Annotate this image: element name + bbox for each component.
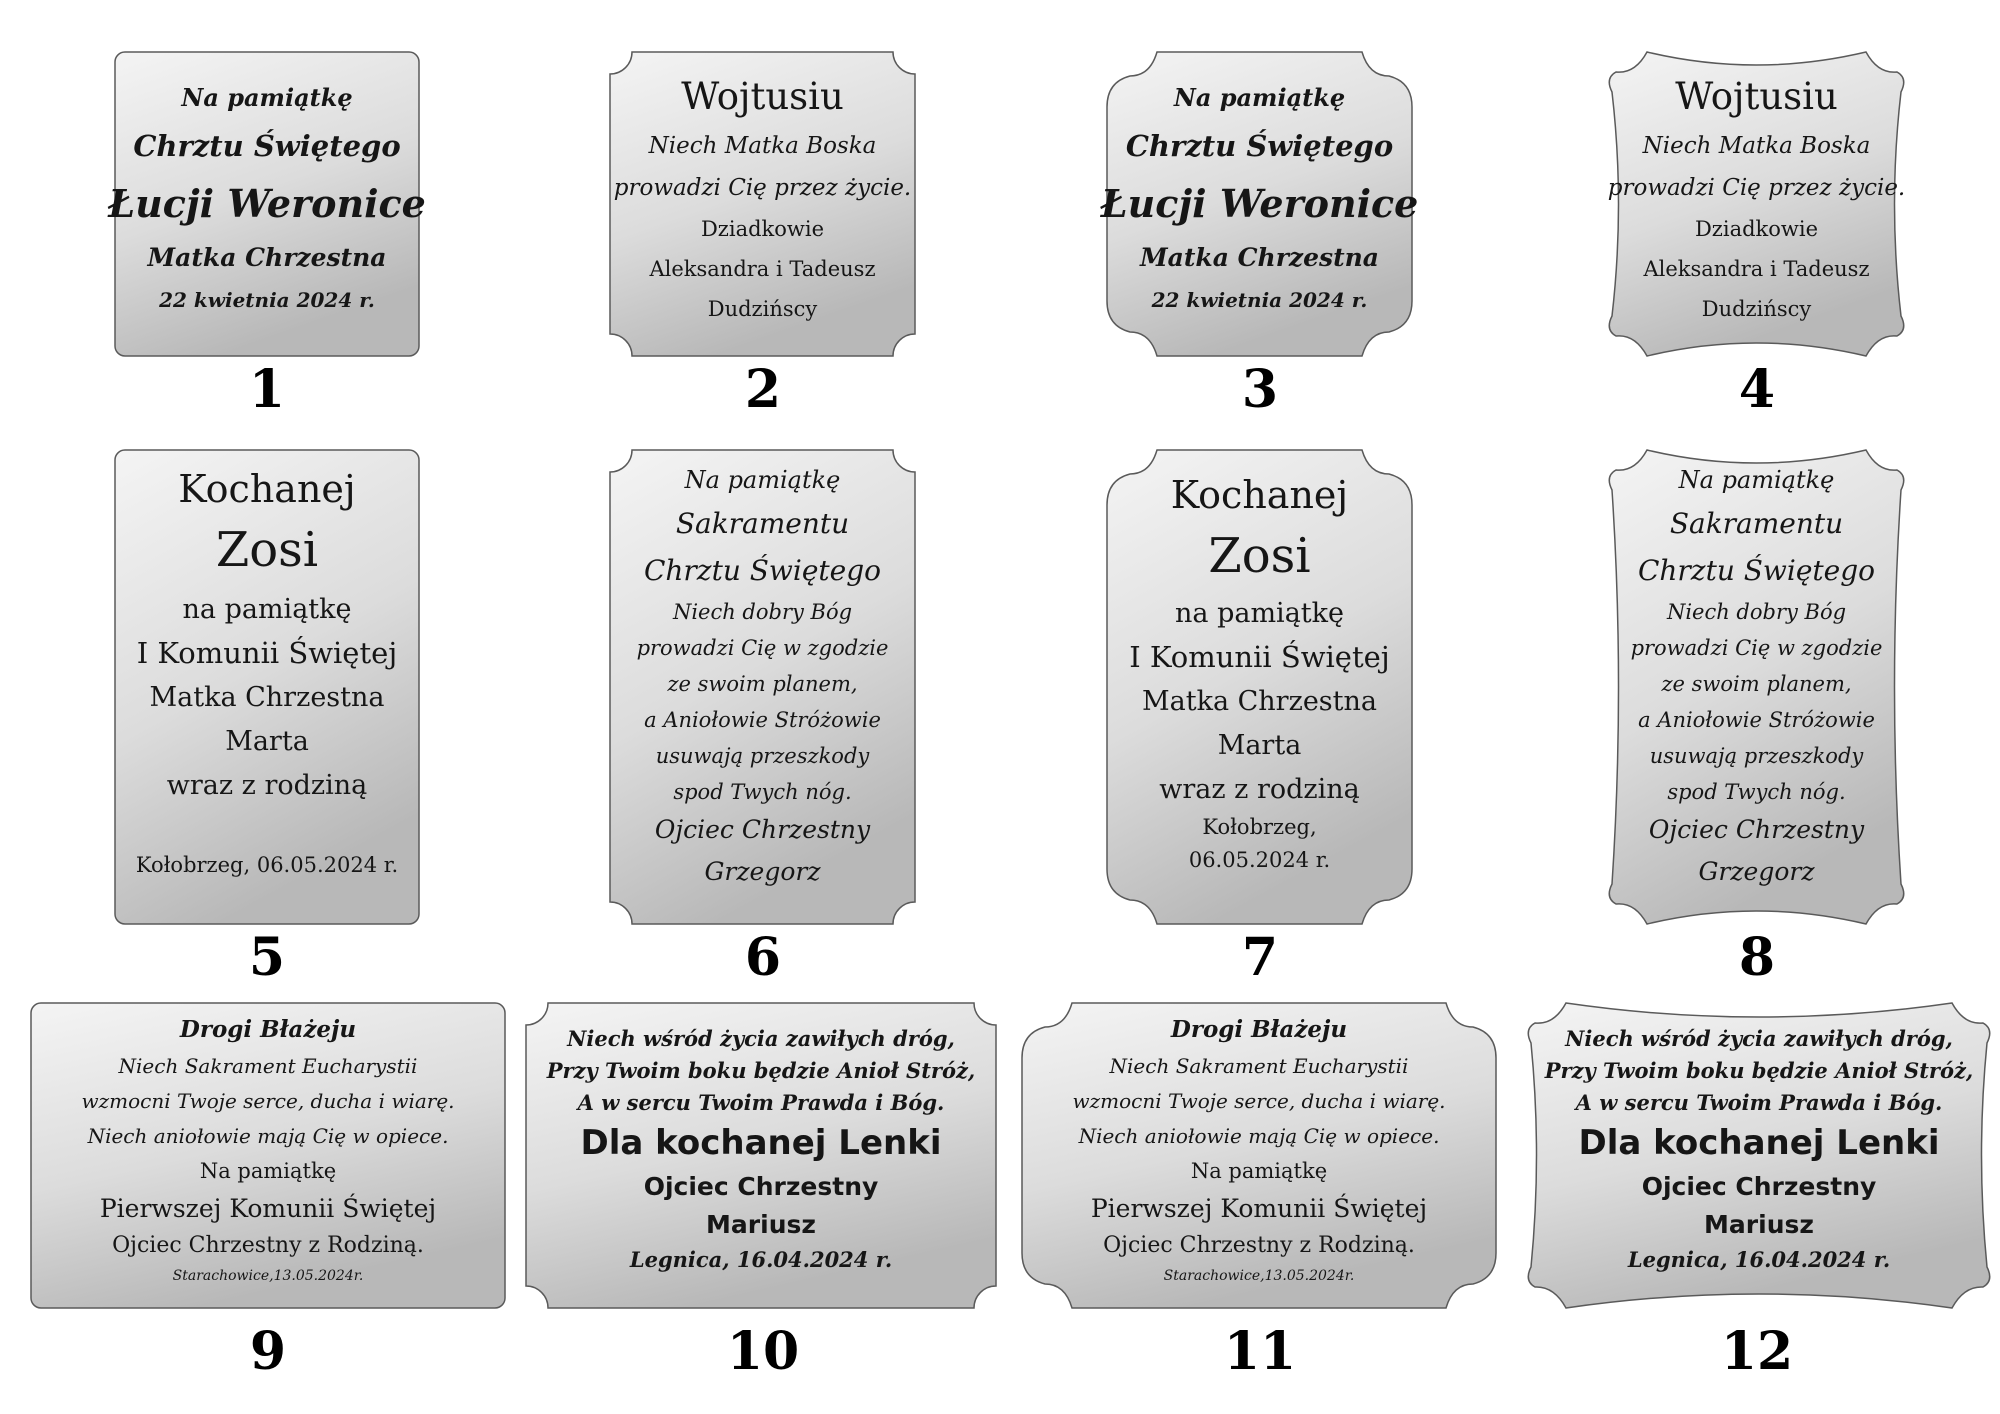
plate-11-line-8: Starachowice,13.05.2024r. — [1163, 1268, 1355, 1284]
plate-7-line-7: wraz z rodziną — [1159, 774, 1360, 805]
plate-7-line-6: Marta — [1217, 730, 1302, 761]
plate-5-line-2: Zosi — [215, 522, 319, 578]
plate-11-number: 11 — [1223, 1321, 1297, 1382]
plate-7-line-1: Kochanej — [1170, 473, 1349, 517]
plate-4 — [1605, 52, 1908, 356]
plate-9-line-7: Ojciec Chrzestny z Rodziną. — [112, 1233, 424, 1258]
plate-6-line-3: Chrztu Świętego — [643, 554, 882, 587]
plate-8-line-9: spod Twych nóg. — [1667, 780, 1846, 804]
plate-3-line-5: 22 kwietnia 2024 r. — [1151, 288, 1368, 312]
plate-9-line-5: Na pamiątkę — [199, 1159, 337, 1183]
plate-8-line-2: Sakramentu — [1669, 507, 1844, 540]
plate-5-line-1: Kochanej — [178, 467, 356, 511]
plate-6-line-10: Ojciec Chrzestny — [654, 815, 871, 844]
plate-6-number: 6 — [744, 927, 782, 988]
plate-8-line-5: prowadzi Cię w zgodzie — [1630, 636, 1883, 660]
plate-2-line-3: prowadzi Cię przez życie. — [613, 175, 912, 201]
plate-4-line-5: Aleksandra i Tadeusz — [1643, 257, 1870, 281]
plate-8-line-1: Na pamiątkę — [1678, 466, 1835, 494]
plate-6-line-8: usuwają przeszkody — [655, 744, 870, 768]
plate-6-line-1: Na pamiątkę — [684, 466, 841, 494]
plate-11-line-7: Ojciec Chrzestny z Rodziną. — [1103, 1233, 1415, 1258]
plate-4-line-2: Niech Matka Boska — [1642, 133, 1871, 159]
plate-2-line-4: Dziadkowie — [700, 217, 825, 241]
plate-7-number: 7 — [1241, 927, 1279, 988]
plate-10-line-1: Niech wśród życia zawiłych dróg, — [567, 1026, 955, 1051]
plate-7-line-4: I Komunii Świętej — [1129, 640, 1390, 674]
plate-5-line-4: I Komunii Świętej — [136, 636, 398, 670]
plate-7-line-9: 06.05.2024 r. — [1188, 848, 1331, 872]
plate-9-line-1: Drogi Błażeju — [179, 1016, 357, 1043]
plate-8-line-6: ze swoim planem, — [1661, 672, 1852, 696]
plate-8 — [1605, 450, 1908, 924]
plate-7-line-3: na pamiątkę — [1175, 598, 1344, 629]
plate-11-line-6: Pierwszej Komunii Świętej — [1090, 1194, 1428, 1223]
plate-10-line-4: Dla kochanej Lenki — [580, 1123, 942, 1163]
plate-11-line-4: Niech aniołowie mają Cię w opiece. — [1078, 1124, 1440, 1148]
plate-6 — [610, 450, 915, 924]
plate-1-line-5: 22 kwietnia 2024 r. — [159, 288, 375, 312]
plate-3-line-1: Na pamiątkę — [1173, 83, 1346, 112]
plate-3-line-3: Łucji Weronice — [1100, 181, 1419, 226]
plate-12-line-7: Legnica, 16.04.2024 r. — [1627, 1247, 1891, 1272]
plate-3-line-4: Matka Chrzestna — [1140, 243, 1379, 272]
plate-7-line-5: Matka Chrzestna — [1142, 686, 1377, 717]
plate-11-line-2: Niech Sakrament Eucharystii — [1109, 1054, 1409, 1078]
plate-5-line-7: wraz z rodziną — [166, 770, 368, 801]
plate-10-number: 10 — [726, 1321, 800, 1382]
plate-12-number: 12 — [1720, 1321, 1794, 1382]
plate-6-line-5: prowadzi Cię w zgodzie — [636, 636, 889, 660]
plate-8-line-4: Niech dobry Bóg — [1666, 600, 1847, 624]
plate-12-line-3: A w sercu Twoim Prawda i Bóg. — [1575, 1090, 1943, 1115]
plate-2-line-5: Aleksandra i Tadeusz — [649, 257, 876, 281]
plate-8-line-10: Ojciec Chrzestny — [1648, 815, 1865, 844]
plate-5-line-6: Marta — [225, 726, 309, 757]
plate-11-line-1: Drogi Błażeju — [1170, 1016, 1348, 1043]
plate-12-line-6: Mariusz — [1704, 1210, 1814, 1239]
plate-2-line-6: Dudzińscy — [707, 297, 818, 321]
plate-4-line-3: prowadzi Cię przez życie. — [1607, 175, 1906, 201]
plate-10-line-5: Ojciec Chrzestny — [643, 1172, 879, 1201]
plate-6-line-7: a Aniołowie Stróżowie — [644, 708, 881, 732]
plate-6-line-6: ze swoim planem, — [667, 672, 858, 696]
plate-10-line-7: Legnica, 16.04.2024 r. — [629, 1247, 893, 1272]
plate-12-line-1: Niech wśród życia zawiłych dróg, — [1565, 1026, 1953, 1051]
plate-7-line-2: Zosi — [1208, 528, 1311, 584]
plate-4-number: 4 — [1738, 359, 1776, 420]
plate-6-line-9: spod Twych nóg. — [673, 780, 852, 804]
plate-1-line-3: Łucji Weronice — [108, 181, 426, 226]
plate-12 — [1524, 1003, 1994, 1308]
plate-5-line-3: na pamiątkę — [182, 594, 352, 625]
plate-8-line-7: a Aniołowie Stróżowie — [1638, 708, 1875, 732]
plate-1 — [108, 52, 426, 356]
plate-8-line-3: Chrztu Świętego — [1637, 554, 1876, 587]
plate-11-line-3: wzmocni Twoje serce, ducha i wiarę. — [1072, 1089, 1446, 1113]
plate-10-line-3: A w sercu Twoim Prawda i Bóg. — [577, 1090, 945, 1115]
plate-9-number: 9 — [249, 1321, 287, 1382]
plate-7-line-8: Kołobrzeg, — [1202, 815, 1317, 839]
plate-1-line-4: Matka Chrzestna — [147, 243, 387, 272]
plate-5-line-5: Matka Chrzestna — [149, 682, 385, 713]
plate-3-line-2: Chrztu Świętego — [1125, 129, 1394, 163]
plate-10-line-6: Mariusz — [706, 1210, 816, 1239]
plate-1-number: 1 — [248, 359, 286, 420]
plate-5-number: 5 — [248, 927, 286, 988]
plate-4-line-6: Dudzińscy — [1701, 297, 1812, 321]
plate-6-line-4: Niech dobry Bóg — [672, 600, 853, 624]
plate-5-line-8: Kołobrzeg, 06.05.2024 r. — [135, 853, 399, 877]
plate-12-line-5: Ojciec Chrzestny — [1641, 1172, 1877, 1201]
plate-2-line-2: Niech Matka Boska — [648, 133, 877, 159]
plate-9-line-3: wzmocni Twoje serce, ducha i wiarę. — [81, 1089, 455, 1113]
plate-3 — [1100, 52, 1419, 356]
plate-9-line-8: Starachowice,13.05.2024r. — [172, 1268, 364, 1284]
plate-6-line-11: Grzegorz — [704, 857, 821, 886]
plate-2-line-1: Wojtusiu — [681, 75, 844, 118]
plate-12-line-2: Przy Twoim boku będzie Anioł Stróż, — [1544, 1058, 1974, 1083]
plate-8-line-11: Grzegorz — [1698, 857, 1815, 886]
plate-7 — [1107, 450, 1412, 924]
plate-9 — [31, 1003, 505, 1308]
plate-1-line-2: Chrztu Świętego — [133, 129, 401, 163]
plate-12-line-4: Dla kochanej Lenki — [1578, 1123, 1940, 1163]
plate-4-line-1: Wojtusiu — [1675, 75, 1838, 118]
plate-8-line-8: usuwają przeszkody — [1649, 744, 1864, 768]
plate-10 — [526, 1003, 996, 1308]
plate-3-number: 3 — [1241, 359, 1279, 420]
plate-10-line-2: Przy Twoim boku będzie Anioł Stróż, — [546, 1058, 976, 1083]
plate-5 — [115, 450, 419, 924]
plate-9-line-2: Niech Sakrament Eucharystii — [118, 1054, 418, 1078]
plate-6-line-2: Sakramentu — [675, 507, 850, 540]
plate-4-line-4: Dziadkowie — [1694, 217, 1819, 241]
plate-8-number: 8 — [1738, 927, 1776, 988]
plate-2 — [610, 52, 915, 356]
plate-9-line-4: Niech aniołowie mają Cię w opiece. — [87, 1124, 449, 1148]
plate-11-line-5: Na pamiątkę — [1190, 1159, 1328, 1183]
plate-11 — [1022, 1003, 1496, 1308]
plate-2-number: 2 — [744, 359, 782, 420]
plate-1-line-1: Na pamiątkę — [181, 83, 353, 112]
plate-9-line-6: Pierwszej Komunii Świętej — [99, 1194, 437, 1223]
